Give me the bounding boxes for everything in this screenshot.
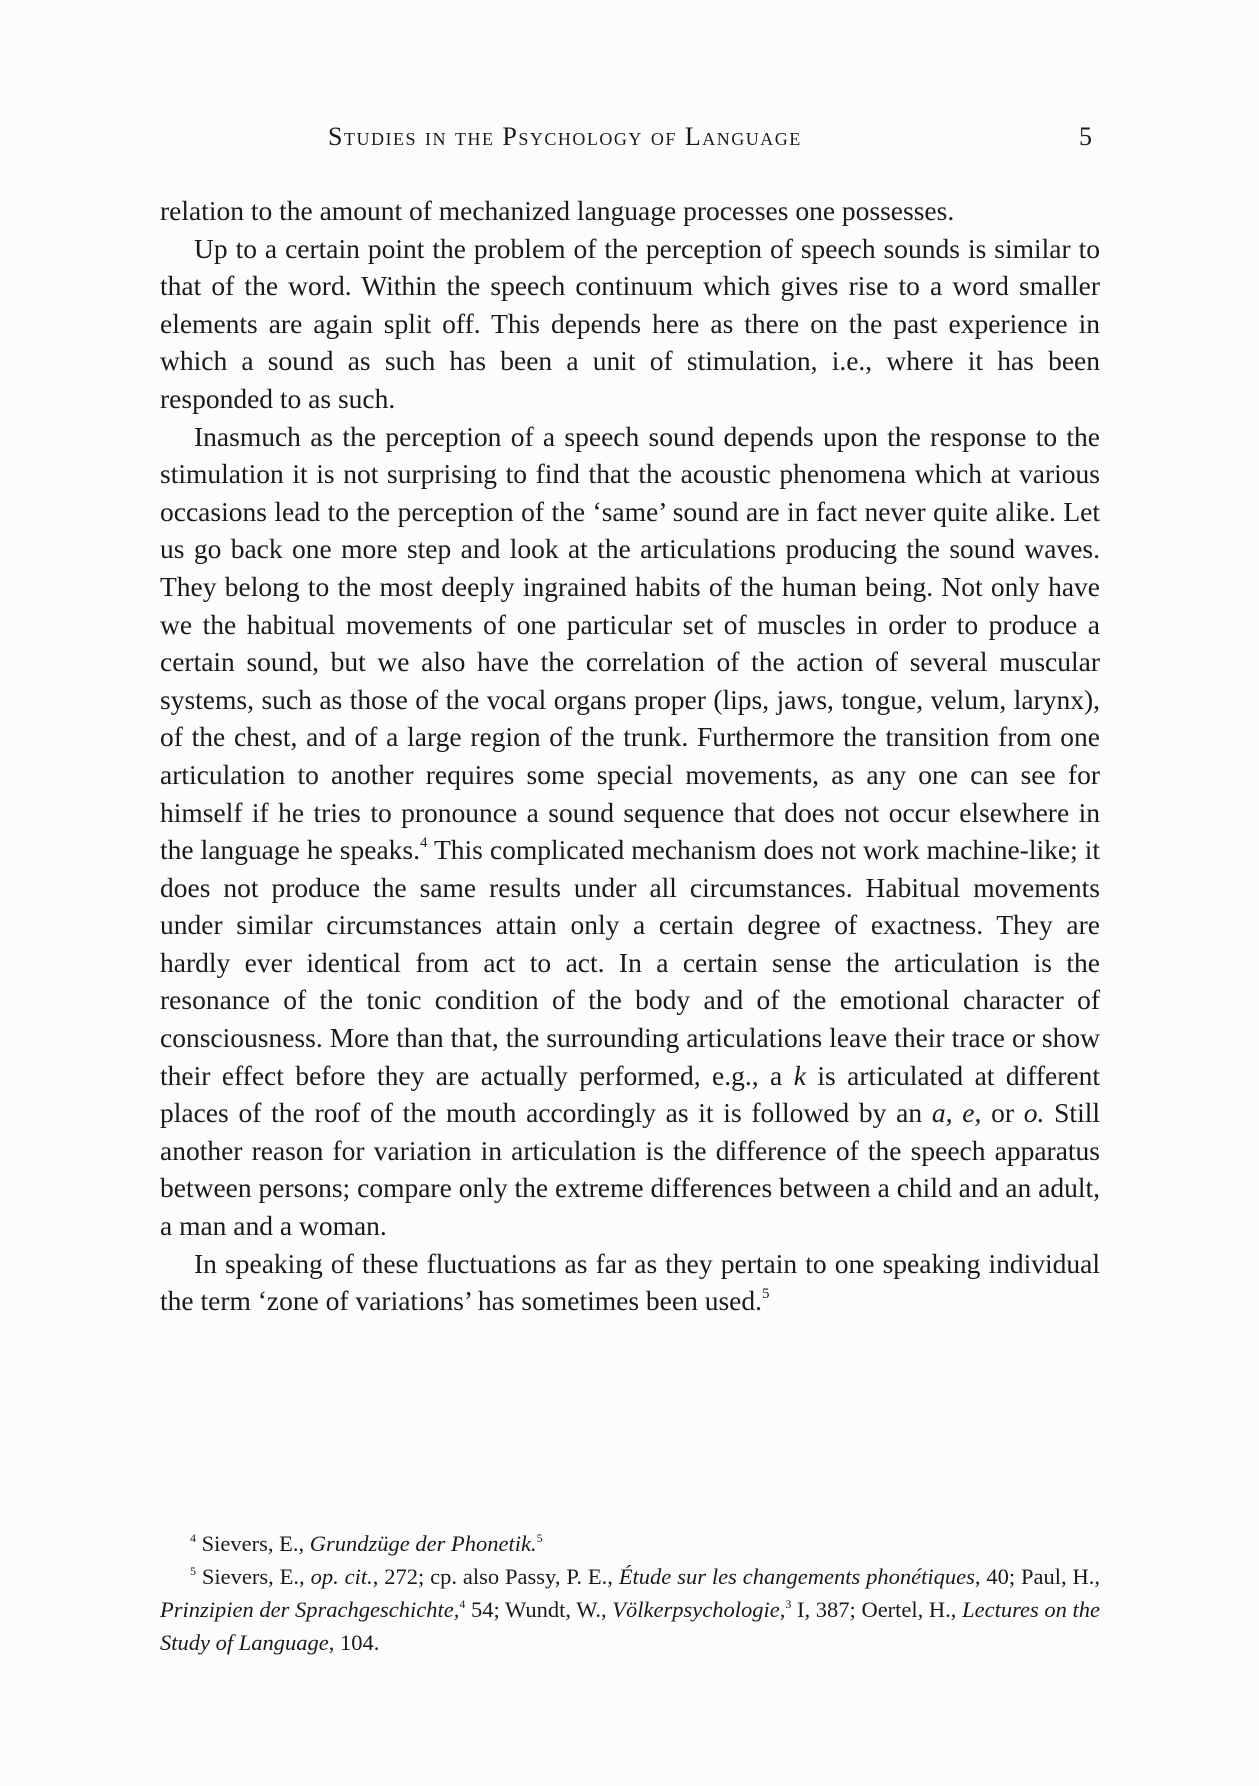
- running-head: Studies in the Psychology of Language: [328, 122, 802, 151]
- footnote-title: Völkerpsychologie,: [612, 1597, 786, 1622]
- footnote-ref: 5: [762, 1286, 770, 1303]
- footnote-ref: 4: [419, 835, 428, 852]
- footnote-title: Prinzipien der Sprachgeschichte,: [160, 1597, 460, 1622]
- paragraph-text: Still another reason for variation in articulation is the difference of the speech apparatus between persons; compare only the extreme differences between a child and an adult, a man and a woman.: [160, 1097, 1100, 1242]
- paragraph-text: Up to a certain point the problem of the perception of speech sounds is similar to that of the word. Within the speech continuum which gives rise to a word smaller elements are again split off. This depends here as there on the past experience in which a sound as such has been a unit of stimulation, i.e., where it has been responded to as such.: [160, 232, 1100, 414]
- paragraph: [160, 192, 1100, 230]
- footnote-text: 54; Wundt, W.,: [471, 1597, 607, 1622]
- page-header: [160, 118, 1100, 158]
- paragraph: [160, 230, 1100, 418]
- paragraph: [160, 1245, 1100, 1320]
- footnote-text: Sievers, E.,: [201, 1564, 305, 1589]
- footnote-text: , 104.: [328, 1630, 380, 1655]
- footnote-text: I, 387; Oertel, H.,: [797, 1597, 957, 1622]
- edition-mark: 5: [536, 1531, 543, 1545]
- footnote-4: [160, 1527, 1100, 1560]
- italic-letter: k: [793, 1059, 806, 1091]
- footnote-text: , 272; cp. also Passy, P. E.,: [372, 1564, 613, 1589]
- footnote-mark: 4: [190, 1531, 196, 1545]
- footnote-text: Sievers, E.,: [201, 1531, 305, 1556]
- footnote-5: [160, 1560, 1100, 1659]
- paragraph-text: is articulated at different places of the roof of the mouth accordingly as it is followed by an: [160, 1059, 1101, 1129]
- edition-mark: 3: [785, 1597, 792, 1611]
- footnote-title: Lectures on the Study of Language: [160, 1597, 1101, 1655]
- paragraph-text: or: [991, 1097, 1015, 1129]
- italic-letter: a, e,: [931, 1097, 982, 1129]
- edition-mark: 4: [459, 1597, 466, 1611]
- paragraph-text: relation to the amount of mechanized language processes one possesses.: [160, 195, 955, 226]
- footnote-mark: 5: [190, 1564, 196, 1578]
- italic-letter: o.: [1023, 1097, 1045, 1129]
- footnotes: [160, 1527, 1100, 1659]
- paragraph-text: Inasmuch as the perception of a speech sound depends upon the response to the stimulation it is not surprising to find that the acoustic phenomena which at various occasions lead to the perception of the ‘same’ sound are in fact never quite alike. Let us go back one more step and look at the articulations producing the sound waves. They belong to the most deeply ingrained habits of the human being. Not only have we the habitual movements of one particular set of muscles in order to produce a certain sound, but we also have the correlation of the action of several muscular systems, such as those of the vocal organs proper (lips, jaws, tongue, velum, larynx), of the chest, and of a large region of the trunk. Furthermore the transition from one articulation to another requires some special movements, as any one can see for himself if he tries to pronounce a sound sequence that does not occur elsewhere in the language he speaks.: [160, 420, 1100, 866]
- footnote-text: , 40; Paul, H.,: [974, 1564, 1101, 1589]
- body-text: [160, 192, 1100, 1320]
- page-number: 5: [1079, 122, 1092, 151]
- paragraph-text: In speaking of these fluctuations as far as they pertain to one speaking individual the term ‘zone of variations’ has sometimes been used.: [160, 1247, 1100, 1317]
- footnote-title: op. cit.: [310, 1564, 373, 1589]
- footnote-title: Étude sur les changements phonétiques: [618, 1564, 975, 1589]
- paragraph-text: This complicated mechanism does not work machine-like; it does not produce the same results under all circumstances. Habitual movements under similar circumstances attain only a certain degree of exactness. They are hardly ever identical from act to act. In a certain sense the articulation is the resonance of the tonic condition of the body and of the emotional character of consciousness. More than that, the surrounding articulations leave their trace or show their effect before they are actually performed, e.g., a: [160, 834, 1100, 1091]
- footnote-title: Grundzüge der Phonetik.: [309, 1531, 537, 1556]
- paragraph: [160, 418, 1100, 1245]
